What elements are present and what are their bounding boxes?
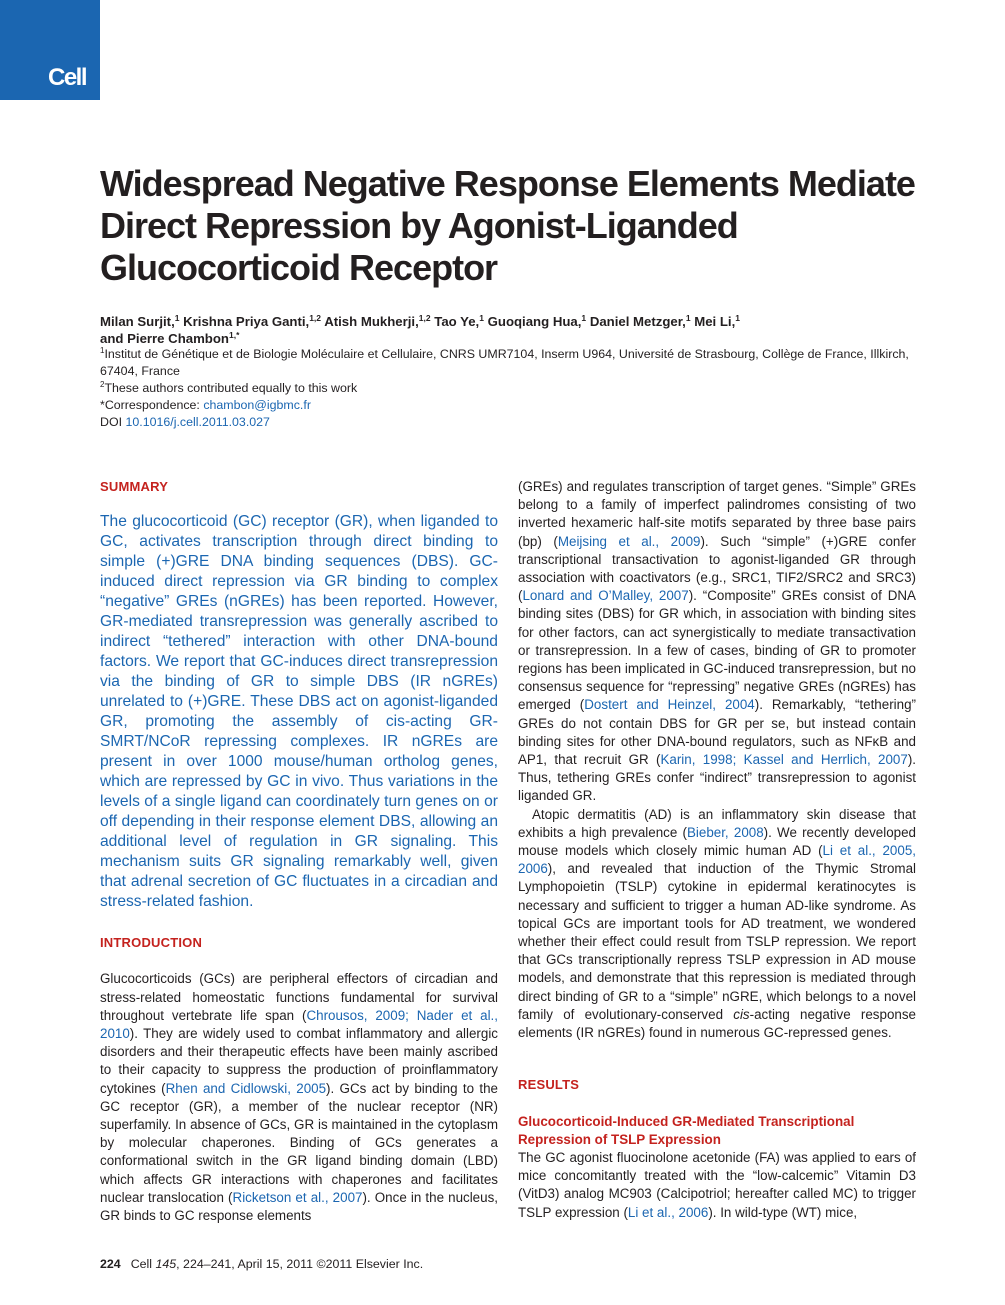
results-heading: RESULTS (518, 1077, 580, 1093)
summary-text: The glucocorticoid (GC) receptor (GR), when liganded to GC, activates transcription through direct binding to simple (+)GRE DNA binding sequences (DBS). GC-induced direct repression via GR binding to complex “negative” GREs (nGREs) has been reported. However, GR-mediated transrepression was generally ascribed to indirect “tethered” interaction with other DNA-bound factors. We report that GC-induces direct transrepression via the binding of GR to simple DBS (IR nGREs) unrelated to (+)GRE. These DBS act on agonist-liganded GR, promoting the assembly of cis-acting GR-SMRT/NCoR repressing complexes. IR nGREs are present in over 1000 mouse/human ortholog genes, which are repressed by GC in vivo. Thus variations in the levels of a single ligand can coordinately turn genes on or off depending in their response element DBS, allowing an additional level of regulation in GR signaling. This mechanism suits GR signaling remarkably well, given that adrenal secretion of GC fluctuates in a circadian and stress-related fashion. (100, 513, 498, 911)
intro-paragraph: Glucocorticoids (GCs) are peripheral effectors of circadian and stress-related homeostatic functions fundamental for survival throughout vertebrate life span (Chrousos, 2009; Nader et al., 2010). They are widely used to combat inflammatory and allergic disorders and their therapeutic effects have been mainly ascribed to their capacity to suppress the production of proinflammatory cytokines (Rhen and Cidlowski, 2005). GCs act by binding to the GC receptor (GR), a member of the nuclear receptor (NR) superfamily. In absence of GCs, GR is maintained in the cytoplasm by molecular chaperones. Binding of GCs generates a conformational switch in the GR ligand binding domain (LBD) which affects GR interactions with chaperones and facilitates nuclear translocation (Ricketson et al., 2007). Once in the nucleus, GR binds to GC response elements (100, 971, 498, 1224)
ref-link[interactable]: Li et al., 2006 (627, 1204, 709, 1220)
author: Daniel Metzger,$^1$ (589, 313, 691, 329)
author: Krishna Priya Ganti,$^{1,2}$ (183, 313, 322, 329)
summary-heading: SUMMARY (100, 479, 169, 494)
correspondence: *Correspondence: chambon@igbmc.fr (100, 398, 311, 412)
author: Tao Ye,$^1$ (434, 313, 484, 329)
ref-link[interactable]: Karin, 1998; Kassel and Herrlich, 2007 (660, 752, 908, 768)
ref-link[interactable]: Dostert and Heinzel, 2004 (584, 697, 755, 713)
affiliation-1: $^1$Institut de Génétique et de Biologie Moléculaire et Cellulaire, CNRS UMR7104, Inserm U964, Université de Strasbourg, Collège de France, Illkirch, 67404, France (100, 346, 909, 378)
author: Atish Mukherji,$^{1,2}$ (324, 313, 431, 329)
author: Guoqiang Hua,$^1$ (487, 313, 587, 329)
cell-logo (0, 0, 100, 100)
ref-link[interactable]: Meijsing et al., 2009 (557, 533, 701, 549)
page-number: 224 (100, 1257, 121, 1271)
correspondence-email-link[interactable]: chambon@igbmc.fr (203, 398, 311, 412)
ref-link[interactable]: Lonard and O’Malley, 2007 (522, 588, 689, 604)
ref-link[interactable]: Li et al., 2005, 2006 (518, 843, 916, 877)
page-footer: 224 Cell 145, 224–241, April 15, 2011 ©2011 Elsevier Inc. (100, 1257, 424, 1271)
ref-link[interactable]: Rhen and Cidlowski, 2005 (165, 1080, 327, 1096)
ref-link[interactable]: Bieber, 2008 (686, 824, 764, 840)
author-list (100, 313, 930, 347)
introduction-heading: INTRODUCTION (100, 935, 203, 951)
author: Mei Li,$^1$ (694, 313, 740, 329)
atopic-dermatitis-paragraph: Atopic dermatitis (AD) is an inflammatory skin disease that exhibits a high prevalence (Bieber, 2008). We recently developed mouse models which closely mimic human AD (Li et al., 2005, 2006), and revealed that induction of the Thymic Stromal Lymphopoietin (TSLP) cytokine in epidermal keratinocytes is necessary and sufficient to trigger a human AD-like syndrome. As topical GCs are important tools for AD treatment, we wondered whether their effect could result from TSLP repression. We report that GCs transcriptionally repress TSLP expression in AD mouse models, and demonstrate that this repression is mediated through direct binding of GR to a “simple” nGRE, which belongs to a novel family of evolutionary-conserved cis-acting negative response elements (IR nGREs) found in numerous GC-repressed genes. (518, 806, 916, 1041)
affiliation-2: $^2$These authors contributed equally to this work (100, 380, 358, 395)
doi-link[interactable]: 10.1016/j.cell.2011.03.027 (125, 415, 270, 429)
ref-link[interactable]: Chrousos, 2009; Nader et al., 2010 (100, 1007, 498, 1042)
author: Milan Surjit,$^1$ (100, 313, 180, 329)
ref-link[interactable]: Ricketson et al., 2007 (232, 1189, 363, 1205)
right-column (518, 478, 916, 1222)
affiliations (100, 346, 930, 431)
results-subheading: Glucocorticoid-Induced GR-Mediated Transcriptional Repression of TSLP Expression (518, 1113, 855, 1147)
author-last: and Pierre Chambon$^{1,*}$ (100, 330, 240, 346)
results-paragraph: The GC agonist fluocinolone acetonide (FA) was applied to ears of mice concomitantly treated with the “low-calcemic” Vitamin D3 (VitD3) analog MC903 (Calcipotriol; hereafter called MC) to trigger TSLP expression (Li et al., 2006). In wild-type (WT) mice, (518, 1149, 916, 1220)
intro-paragraph-continued: (GREs) and regulates transcription of target genes. “Simple” GREs belong to a family of imperfect palindromes consisting of two inverted hexameric half-site motifs separated by three base pairs (bp) (Meijsing et al., 2009). Such “simple” (+)GRE confer transcriptional transactivation to agonist-liganded GR through association with coactivators (e.g., SRC1, TIF2/SRC2 and SRC3) (Lonard and O’Malley, 2007). “Composite” GREs consist of DNA binding sites (DBS) for GR which, in association with binding sites for other factors, can act synergistically to mediate transactivation or transrepression. In a few of cases, binding of GR to promoter regions has been implicated in GC-induced transrepression, but no consensus sequence for “repressing” negative GREs (nGREs) has emerged (Dostert and Heinzel, 2004). Remarkably, “tethering” GREs do not contain DBS for GR per se, but instead contain binding sites for other DNA-bound regulators, such as NFκB and AP1, that recruit GR (Karin, 1998; Kassel and Herrlich, 2007). Thus, tethering GREs confer “indirect” transrepression to agonist liganded GR. (518, 479, 917, 804)
cell-logo-text: Cell (48, 64, 87, 91)
article-title: Widespread Negative Response Elements Mediate Direct Repression by Agonist-Liganded Glucocorticoid Receptor (100, 163, 915, 288)
doi: DOI 10.1016/j.cell.2011.03.027 (100, 415, 270, 429)
left-column (100, 478, 498, 1225)
